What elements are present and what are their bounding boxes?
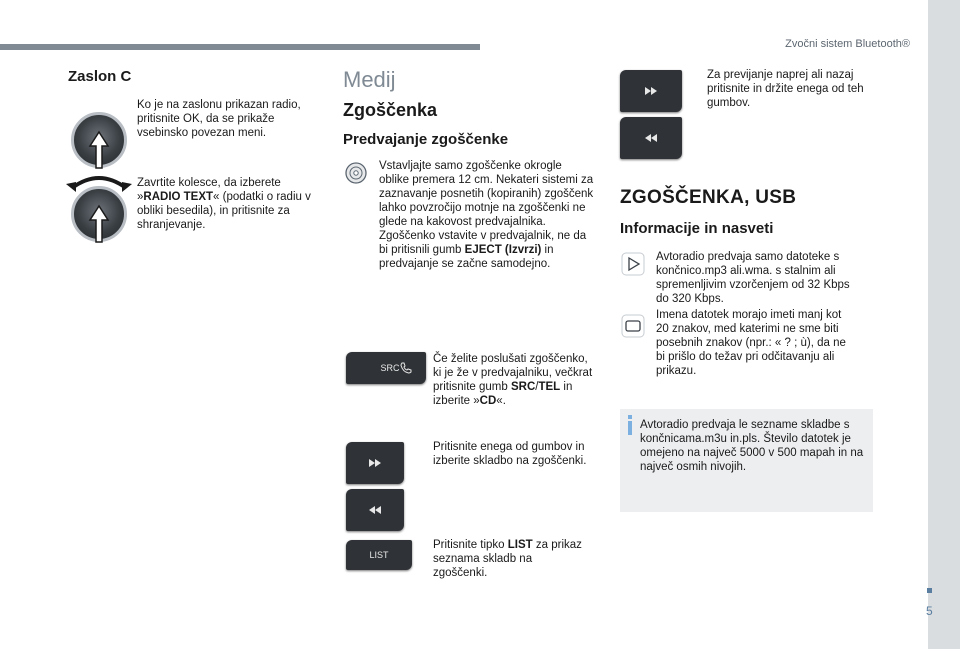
- section-heading: Medij: [343, 67, 396, 92]
- info-note-text: Avtoradio predvaja le sezname skladbe s končnicama.m3u in.pls. Število datotek je omejeno na največ 5000 v 500 mapah in na največ osmih nivojih.: [640, 419, 864, 473]
- section-label: Zvočni sistem Bluetooth®: [785, 38, 910, 50]
- folder-icon: [621, 314, 645, 338]
- rewind-icon: [368, 505, 382, 515]
- list-button[interactable]: LIST: [346, 540, 412, 570]
- rewind-button[interactable]: [620, 117, 682, 159]
- page-sidebar: [928, 0, 960, 649]
- fast-forward-button[interactable]: [620, 70, 682, 112]
- previous-track-button[interactable]: [346, 489, 404, 531]
- phone-icon: [400, 362, 412, 374]
- screen-text-1: Ko je na zaslonu prikazan radio, pritisnite OK, da se prikaže vsebinsko povezan meni.: [137, 99, 301, 139]
- track-select-text: Pritisnite enega od gumbov in izberite skladbo na zgoščenki.: [433, 441, 587, 467]
- screen-title: Zaslon C: [68, 68, 132, 85]
- cd-usb-heading: ZGOŠČENKA, USB: [620, 187, 797, 208]
- top-rule: [0, 44, 480, 50]
- rewind-icon: [644, 133, 658, 143]
- knob-press-icon: [68, 110, 130, 170]
- page-number: 5: [926, 604, 933, 618]
- cd-insert-text: Vstavljajte samo zgoščenke okrogle oblike premera 12 cm. Nekateri sistemi za zaznavanje posnetih (kopiranih) zgoščenk lahko povzročijo motnje na zgoščenki ne glede na kakovost predvajalnika. Zgoščenko vstavite v predvajalnik, ne da bi pritisnili gumb EJECT (Izvrzi) in predvajanje se začne samodejno.: [379, 160, 594, 270]
- knob-rotate-icon: [66, 172, 132, 246]
- fast-forward-icon: [644, 86, 658, 96]
- info-heading: Informacije in nasveti: [620, 220, 774, 237]
- info-icon: [628, 415, 632, 419]
- cd-play-heading: Predvajanje zgoščenke: [343, 131, 509, 148]
- page-marker: [927, 588, 932, 593]
- cd-heading: Zgoščenka: [343, 100, 438, 120]
- format-text: Avtoradio predvaja samo datoteke s končnico.mp3 ali.wma. s stalnim ali spremenljivim vzorčenjem od 32 Kbps do 320 Kbps.: [656, 251, 850, 305]
- fast-forward-icon: [368, 458, 382, 468]
- next-track-button[interactable]: [346, 442, 404, 484]
- seek-text: Za previjanje naprej ali nazaj pritisnite in držite enega od teh gumbov.: [707, 69, 864, 109]
- screen-text-2: Zavrtite kolesce, da izberete »RADIO TEXT« (podatki o radiu v obliki besedila), in pritisnite za shranjevanje.: [137, 177, 311, 231]
- filename-text: Imena datotek morajo imeti manj kot 20 znakov, med katerimi ne sme biti posebnih znakov (npr.: « ? ; ù), da ne bi prišlo do težav pri odčitavanju ali prikazu.: [656, 309, 846, 377]
- list-text: Pritisnite tipko LIST za prikaz seznama skladb na zgoščenki.: [433, 539, 582, 579]
- src-text: Če želite poslušati zgoščenko, ki je že v predvajalniku, večkrat pritisnite gumb SRC/TEL in izberite »CD«.: [433, 353, 593, 407]
- src-tel-button[interactable]: SRC: [346, 352, 426, 384]
- info-icon-bar: [628, 421, 632, 435]
- cd-icon: [345, 162, 367, 184]
- play-icon: [621, 252, 645, 276]
